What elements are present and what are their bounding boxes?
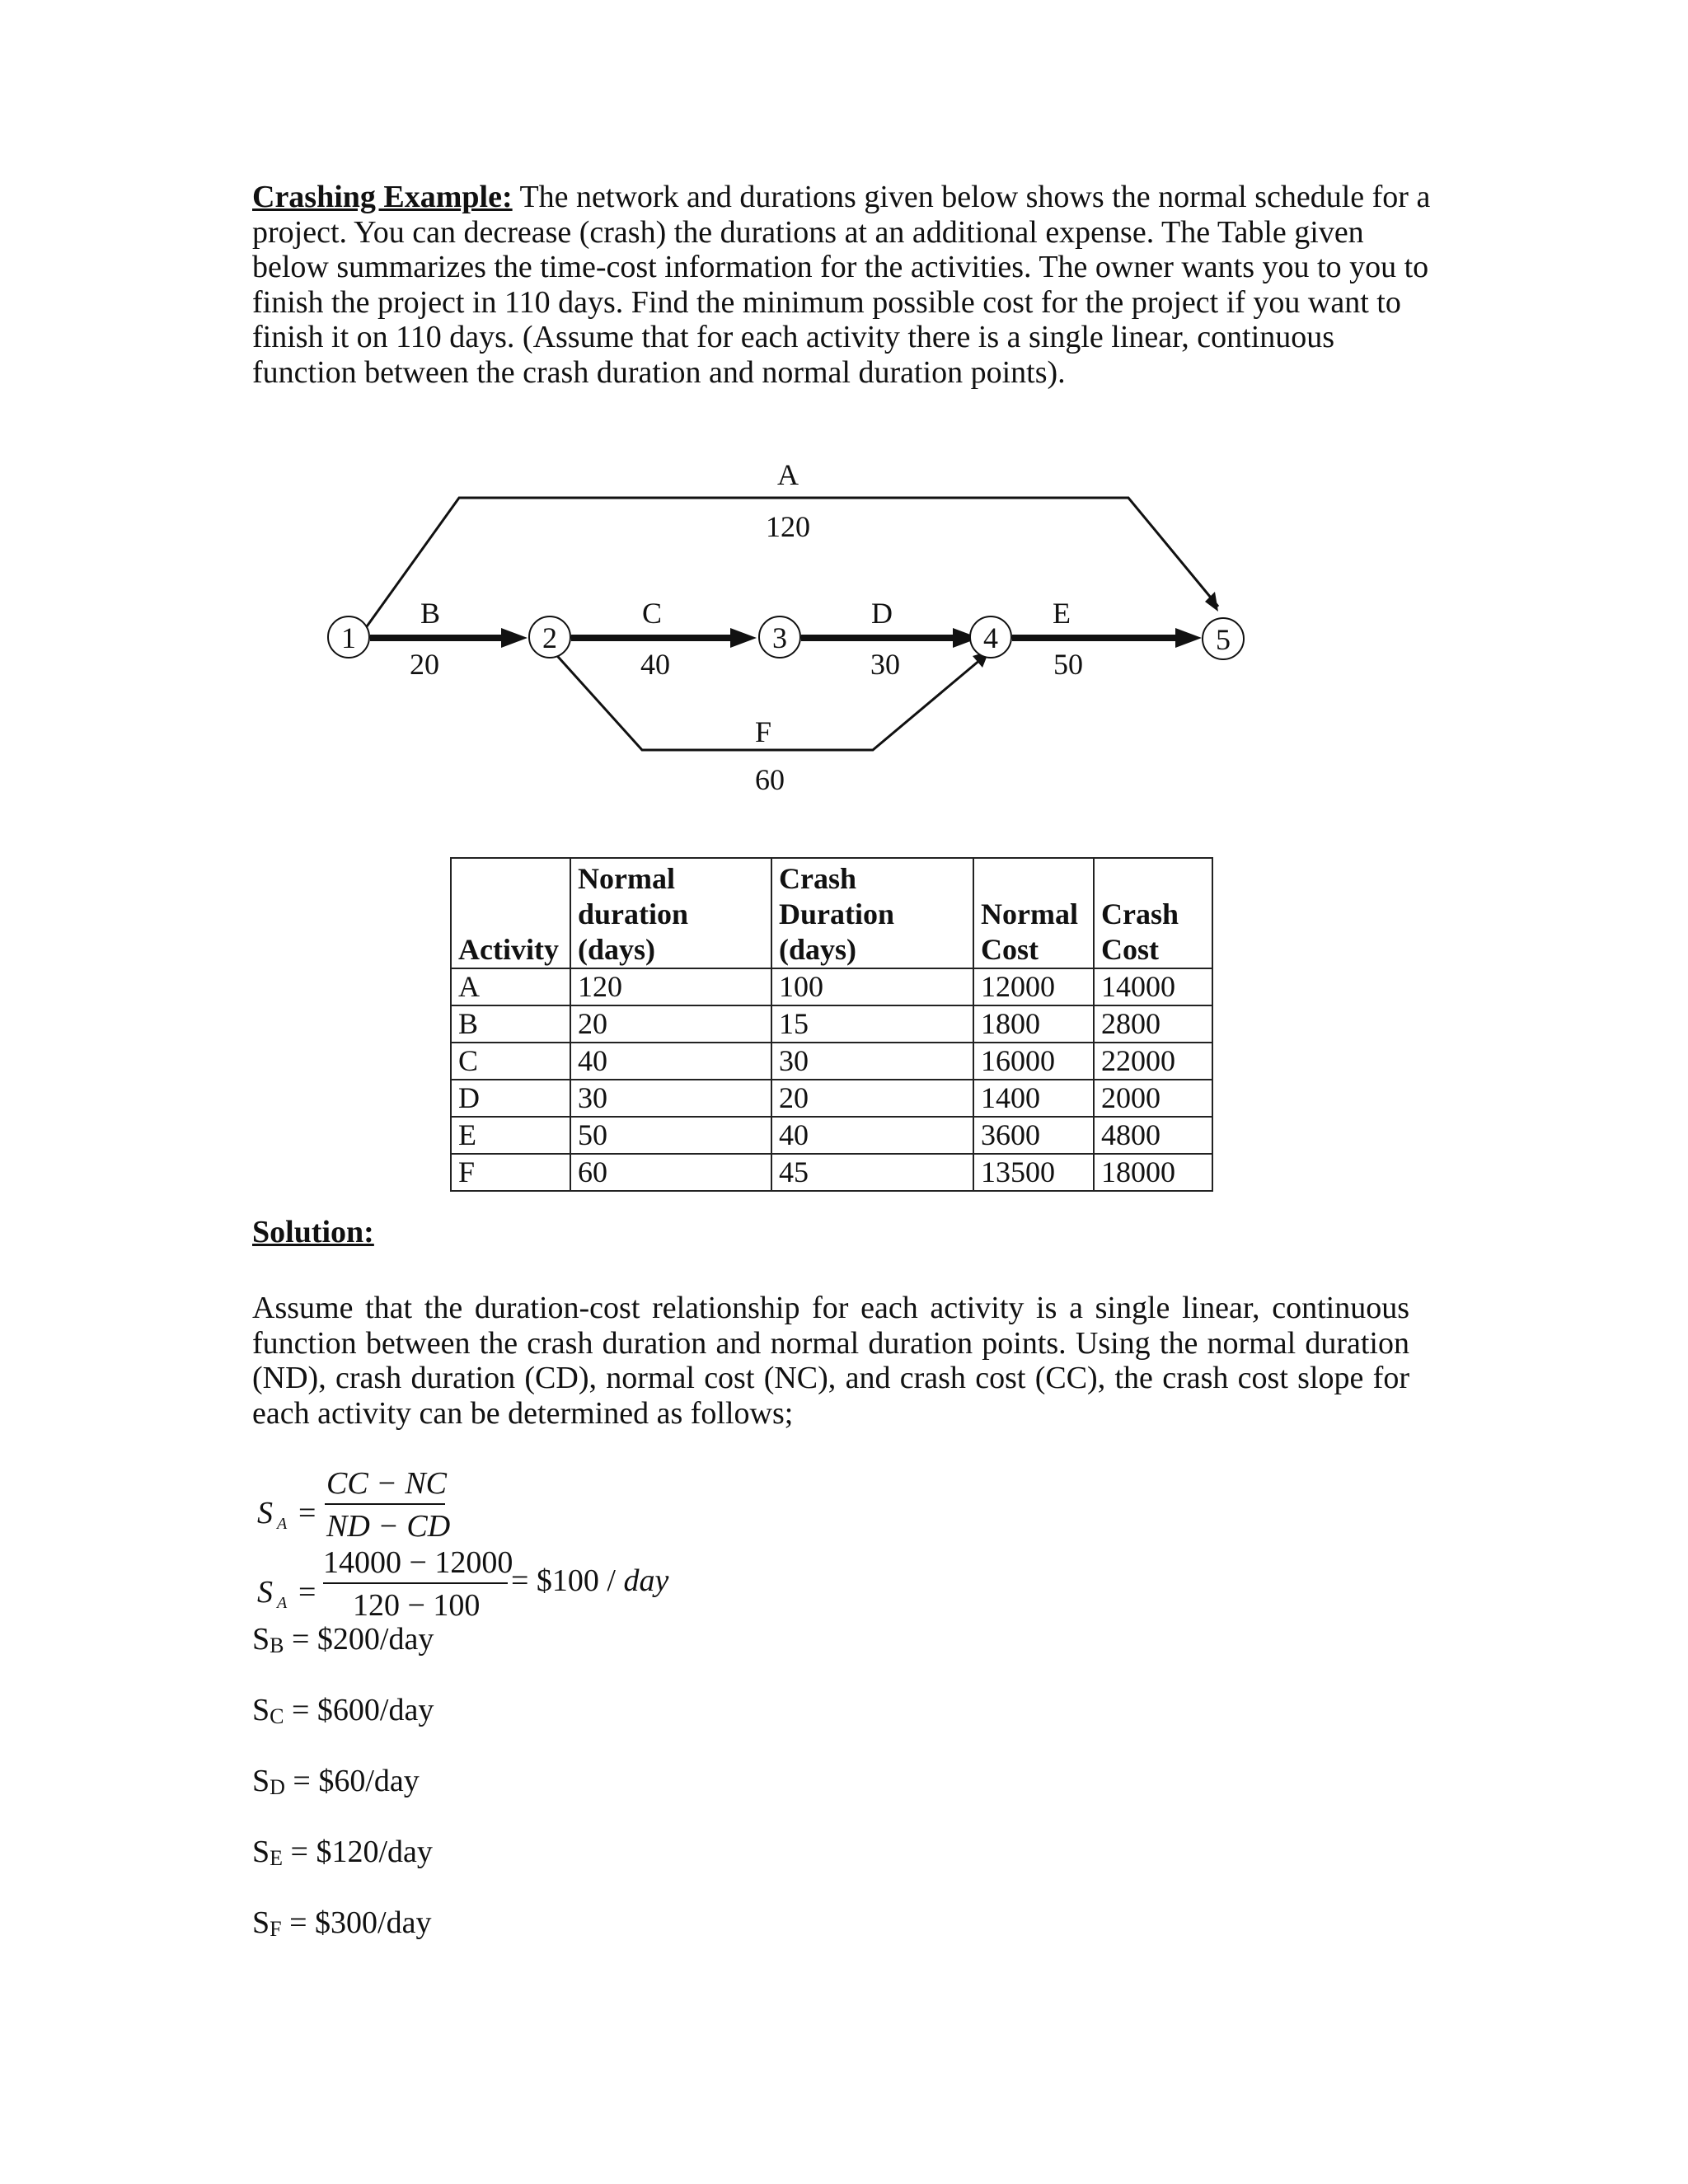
intro-heading: Crashing Example:: [252, 180, 513, 214]
cell-crash-duration: 15: [771, 1005, 973, 1043]
node-2: [529, 616, 570, 658]
cell-crash-duration: 45: [771, 1154, 973, 1191]
formula-denominator: ND − CD: [326, 1509, 451, 1544]
cell-activity: F: [451, 1154, 570, 1191]
label-e-name: E: [1053, 597, 1071, 630]
label-c-name: C: [641, 597, 663, 630]
cell-normal-cost: 3600: [973, 1117, 1094, 1154]
label-a-name: A: [777, 458, 799, 491]
calc-s-subscript: A: [277, 1594, 288, 1612]
cell-activity: D: [451, 1080, 570, 1117]
solution-paragraph: Assume that the duration-cost relationship for each activity is a single linear, continuous function between the crash duration and normal duration points. Using the normal duration (ND), crash duration (CD), normal cost (NC), and crash cost (CC), the crash cost slope for each activity can be determined as follows;: [252, 1291, 1409, 1431]
label-d-duration: 30: [870, 648, 900, 681]
table-row: [451, 1154, 1212, 1191]
cell-crash-cost: 2800: [1094, 1005, 1212, 1043]
calc-s-symbol: S: [257, 1575, 273, 1610]
cell-crash-duration: 100: [771, 968, 973, 1005]
cell-normal-cost: 13500: [973, 1154, 1094, 1191]
table-header-row: [451, 858, 1212, 968]
cell-activity: C: [451, 1043, 570, 1080]
formula-s-symbol: S: [257, 1496, 273, 1530]
table-row: [451, 968, 1212, 1005]
table-row: [451, 1043, 1212, 1080]
label-f-name: F: [754, 715, 772, 748]
slope-e: $S_E$ = $120/day: [252, 1835, 433, 1870]
cell-normal-duration: 30: [570, 1080, 771, 1117]
label-b-name: B: [420, 597, 441, 630]
label-c-duration: 40: [640, 648, 670, 681]
calc-numerator: 14000 − 12000: [323, 1545, 513, 1580]
svg-text:5: 5: [1216, 623, 1231, 656]
cell-normal-duration: 120: [570, 968, 771, 1005]
slope-c: $S_C$ = $600/day: [252, 1693, 434, 1728]
cell-activity: A: [451, 968, 570, 1005]
label-f-duration: 60: [755, 763, 785, 796]
svg-text:2: 2: [542, 621, 557, 654]
node-5: [1203, 618, 1244, 659]
arrowhead-b: [501, 628, 528, 648]
formula-fraction-line: [325, 1503, 445, 1505]
svg-text:4: 4: [983, 621, 998, 654]
label-e-duration: 50: [1053, 648, 1083, 681]
table-row: [451, 1117, 1212, 1154]
cell-normal-duration: 20: [570, 1005, 771, 1043]
header-normal-duration: Normal duration (days): [570, 858, 771, 968]
slope-f: $S_F$ = $300/day: [252, 1905, 432, 1941]
svg-text:1: 1: [341, 621, 356, 654]
cell-normal-duration: 60: [570, 1154, 771, 1191]
cell-crash-duration: 30: [771, 1043, 973, 1080]
cell-crash-cost: 14000: [1094, 968, 1212, 1005]
time-cost-table: [450, 857, 1213, 1192]
header-activity: Activity: [451, 858, 570, 968]
cell-normal-cost: 1400: [973, 1080, 1094, 1117]
cell-normal-cost: 1800: [973, 1005, 1094, 1043]
slope-d: $S_D$ = $60/day: [252, 1764, 420, 1799]
arrowhead-e: [1175, 628, 1202, 648]
cell-crash-duration: 20: [771, 1080, 973, 1117]
label-b-duration: 20: [410, 648, 439, 681]
svg-text:3: 3: [772, 621, 787, 654]
intro-body: The network and durations given below shows the normal schedule for a project. You can decrease (crash) the durations at an additional expense. The Table given below summarizes the time-cost information for the activities. The owner wants you to you to finish the project in 110 days. Find the minimum possible cost for the project if you want to finish it on 110 days. (Assume that for each activity there is a single linear, continuous function between the crash duration and normal duration points).: [252, 180, 1431, 390]
calc-denominator: 120 − 100: [353, 1588, 481, 1623]
cell-crash-duration: 40: [771, 1117, 973, 1154]
cell-normal-duration: 40: [570, 1043, 771, 1080]
node-3: [759, 616, 800, 658]
cell-activity: E: [451, 1117, 570, 1154]
calc-result: = $100 / day: [511, 1563, 669, 1598]
node-4: [970, 616, 1011, 658]
label-a-duration: 120: [766, 510, 810, 543]
formula-equals: =: [298, 1496, 316, 1530]
calc-equals: =: [298, 1575, 316, 1610]
node-1: [328, 616, 369, 658]
cell-crash-cost: 22000: [1094, 1043, 1212, 1080]
table-row: [451, 1080, 1212, 1117]
calc-fraction-line: [323, 1582, 508, 1584]
solution-heading: Solution:: [252, 1215, 374, 1249]
cell-crash-cost: 4800: [1094, 1117, 1212, 1154]
header-crash-duration: Crash Duration (days): [771, 858, 973, 968]
cell-crash-cost: 2000: [1094, 1080, 1212, 1117]
arrowhead-c: [730, 628, 757, 648]
cell-normal-duration: 50: [570, 1117, 771, 1154]
cell-activity: B: [451, 1005, 570, 1043]
network-diagram: [0, 0, 1688, 824]
header-normal-cost: Normal Cost: [973, 858, 1094, 968]
cell-normal-cost: 16000: [973, 1043, 1094, 1080]
table-row: [451, 1005, 1212, 1043]
slope-b: $S_B$ = $200/day: [252, 1622, 434, 1657]
header-crash-cost: Crash Cost: [1094, 858, 1212, 968]
formula-numerator: CC − NC: [326, 1466, 448, 1501]
label-d-name: D: [871, 597, 893, 630]
cell-crash-cost: 18000: [1094, 1154, 1212, 1191]
cell-normal-cost: 12000: [973, 968, 1094, 1005]
formula-s-subscript: A: [277, 1515, 288, 1533]
